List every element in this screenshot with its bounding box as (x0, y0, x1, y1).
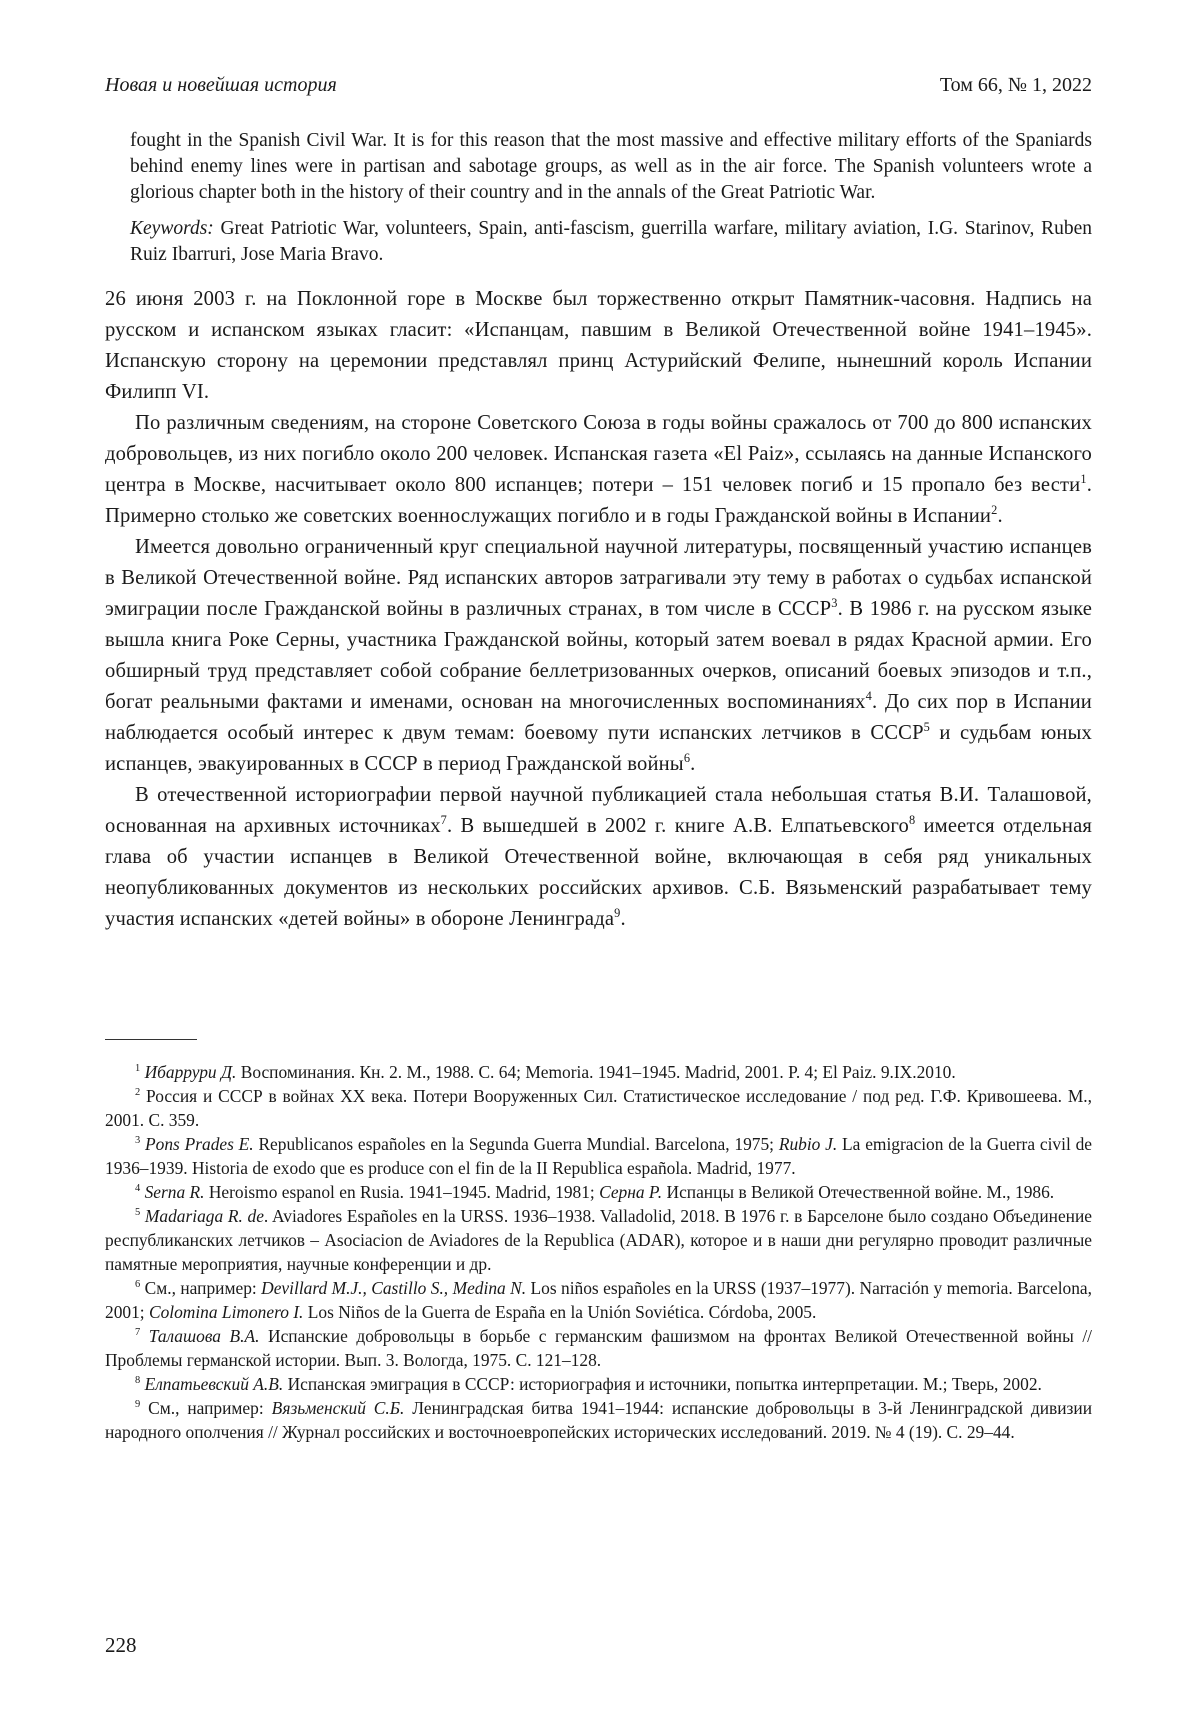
footnote-ref: 9 (614, 906, 620, 920)
keywords-label: Keywords: (130, 218, 214, 239)
paragraph (105, 408, 1092, 532)
text-run: . Aviadores Españoles en la URSS. 1936–1938. Valladolid, 2018. В 1976 г. в Барселоне было создано Объединение республиканских летчиков – Asociacion de Aviadores de la Republica (ADAR), которое и в наши дни регулярно проводит различные памятные мероприятия, научные конференции и др. (105, 1206, 1092, 1274)
footnote (105, 1204, 1092, 1276)
keywords-list: Great Patriotic War, volunteers, Spain, anti-fascism, guerrilla warfare, military aviation, I.G. Starinov, Ruben Ruiz Ibarruri, Jose Maria Bravo. (130, 218, 1092, 265)
footnote-ref: 1 (135, 1063, 140, 1074)
text-run: и судьбам юных испанцев, эвакуированных в СССР в период Гражданской войны (105, 722, 1092, 775)
italic-author: Елпатьевский А.В. (140, 1374, 283, 1394)
italic-author: Вязьменский С.Б. (272, 1398, 405, 1418)
footnote-ref: 3 (135, 1135, 140, 1146)
footnote (105, 1324, 1092, 1372)
text-run: Россия и СССР в войнах XX века. Потери Вооруженных Сил. Статистическое исследование / под ред. Г.Ф. Кривошеева. М., 2001. С. 359. (105, 1086, 1092, 1130)
text-run: См., например: (140, 1278, 261, 1298)
footnote-ref: 7 (135, 1327, 140, 1338)
text-run: По различным сведениям, на стороне Советского Союза в годы войны сражалось от 700 до 800 испанских добровольцев, из них погибло около 200 человек. Испанская газета «El Paiz», ссылаясь на данные Испанского центра в Москве, насчитывает около 800 испанцев; потери – 151 человек погиб и 15 пропало без вести (105, 412, 1092, 496)
text-run: Republicanos españoles en la Segunda Guerra Mundial. Barcelona, 1975; (254, 1134, 779, 1154)
footnote-ref: 3 (831, 596, 837, 610)
text-run: Heroismo espanol en Rusia. 1941–1945. Madrid, 1981; (204, 1182, 599, 1202)
body-text (105, 284, 1092, 935)
text-run: . (620, 908, 625, 930)
text-run: . (997, 505, 1002, 527)
text-run: Los Niños de la Guerra de España en la Unión Soviética. Córdoba, 2005. (303, 1302, 816, 1322)
text-run: Воспоминания. Кн. 2. М., 1988. С. 64; Memoria. 1941–1945. Madrid, 2001. P. 4; El Paiz. 9.IX.2010. (236, 1062, 955, 1082)
text-run: Испанские добровольцы в борьбе с германским фашизмом на фронтах Великой Отечественной войны // Проблемы германской истории. Вып. 3. Вологда, 1975. С. 121–128. (105, 1326, 1092, 1370)
italic-author: Pons Prades E. (140, 1134, 253, 1154)
italic-author: Serna R. (140, 1182, 204, 1202)
issue-info: Том 66, № 1, 2022 (940, 74, 1092, 97)
footnote-ref: 8 (135, 1375, 140, 1386)
abstract (130, 128, 1092, 278)
footnote-divider (105, 1039, 197, 1040)
text-run: . (690, 753, 695, 775)
footnote (105, 1132, 1092, 1180)
italic-author: Ибаррури Д. (140, 1062, 236, 1082)
text-run: La emigracion de la Guerra civil de 1936–1939. Historia de exodo que es produce con el fin de la II Republica española. Madrid, 1977. (105, 1134, 1092, 1178)
footnote (105, 1180, 1092, 1204)
italic-author: Rubio J. (779, 1134, 837, 1154)
text-run: Имеется довольно ограниченный круг специальной научной литературы, посвященный участию испанцев в Великой Отечественной войне. Ряд испанских авторов затрагивали эту тему в работах о судьбах испанской эмиграции после Гражданской войны в различных странах, в том числе в СССР (105, 536, 1092, 620)
paragraph (105, 284, 1092, 408)
text-run: . Примерно столько же советских военнослужащих погибло и в годы Гражданской войны в Испании (105, 474, 1092, 527)
text-run: Los niños españoles en la URSS (1937–1977). Narración y memoria. Barcelona, 2001; (105, 1278, 1092, 1322)
text-run: Испанцы в Великой Отечественной войне. М., 1986. (662, 1182, 1054, 1202)
text-run: . В 1986 г. на русском языке вышла книга Роке Серны, участника Гражданской войны, который затем воевал в рядах Красной армии. Его обширный труд представляет собой собрание беллетризованных очерков, описаний боевых эпизодов и т.п., богат реальными фактами и именами, основан на многочисленных воспоминаниях (105, 598, 1092, 713)
footnote-ref: 4 (866, 689, 872, 703)
text-run: . В вышедшей в 2002 г. книге А.В. Елпатьевского (447, 815, 909, 837)
footnote (105, 1084, 1092, 1132)
journal-title: Новая и новейшая история (105, 74, 337, 97)
text-run: . До сих пор в Испании наблюдается особый интерес к двум темам: боевому пути испанских летчиков в СССР (105, 691, 1092, 744)
text-run: В отечественной историографии первой научной публикацией стала небольшая статья В.И. Талашовой, основанная на архивных источниках (105, 784, 1092, 837)
footnote-ref: 2 (135, 1087, 140, 1098)
footnote (105, 1372, 1092, 1396)
italic-author: Madariaga R. de (140, 1206, 264, 1226)
footnote (105, 1060, 1092, 1084)
paragraph (105, 780, 1092, 935)
footnote-ref: 6 (135, 1279, 140, 1290)
footnote-ref: 9 (135, 1399, 140, 1410)
italic-author: Талашова В.А. (140, 1326, 259, 1346)
text-run: Ленинградская битва 1941–1944: испанские добровольцы в 3-й Ленинградской дивизии народного ополчения // Журнал российских и восточноевропейских исторических исследований. 2019. № 4 (19). С. 29–44. (105, 1398, 1092, 1442)
text-run: Испанская эмиграция в СССР: историография и источники, попытка интерпретации. М.; Тверь, 2002. (283, 1374, 1042, 1394)
footnote-ref: 1 (1080, 472, 1086, 486)
footnote-ref: 5 (135, 1207, 140, 1218)
footnote (105, 1276, 1092, 1324)
italic-author: Серна Р. (599, 1182, 662, 1202)
text-run: См., например: (140, 1398, 271, 1418)
footnote (105, 1396, 1092, 1444)
page-number: 228 (105, 1633, 137, 1658)
running-header (105, 74, 1092, 97)
keywords (130, 216, 1092, 268)
text-run: 26 июня 2003 г. на Поклонной горе в Москве был торжественно открыт Памятник-часовня. Надпись на русском и испанском языках гласит: «Испанцам, павшим в Великой Отечественной войне 1941–1945». Испанскую сторону на церемонии представлял принц Астурийский Фелипе, нынешний король Испании Филипп VI. (105, 288, 1092, 403)
footnote-ref: 4 (135, 1183, 140, 1194)
italic-author: Colomina Limonero I. (149, 1302, 303, 1322)
abstract-text: fought in the Spanish Civil War. It is for this reason that the most massive and effective military efforts of the Spaniards behind enemy lines were in partisan and sabotage groups, as well as in the air force. The Spanish volunteers wrote a glorious chapter both in the history of their country and in the annals of the Great Patriotic War. (130, 128, 1092, 206)
footnote-ref: 7 (441, 813, 447, 827)
footnote-ref: 2 (991, 503, 997, 517)
paragraph (105, 532, 1092, 780)
footnote-ref: 5 (924, 720, 930, 734)
text-run: имеется отдельная глава об участии испанцев в Великой Отечественной войне, включающая в себя ряд уникальных неопубликованных документов из нескольких российских архивов. С.Б. Вязьменский разрабатывает тему участия испанских «детей войны» в обороне Ленинграда (105, 815, 1092, 930)
italic-author: Devillard M.J., Castillo S., Medina N. (261, 1278, 526, 1298)
footnote-ref: 8 (909, 813, 915, 827)
footnote-ref: 6 (684, 751, 690, 765)
footnotes (105, 1060, 1092, 1444)
